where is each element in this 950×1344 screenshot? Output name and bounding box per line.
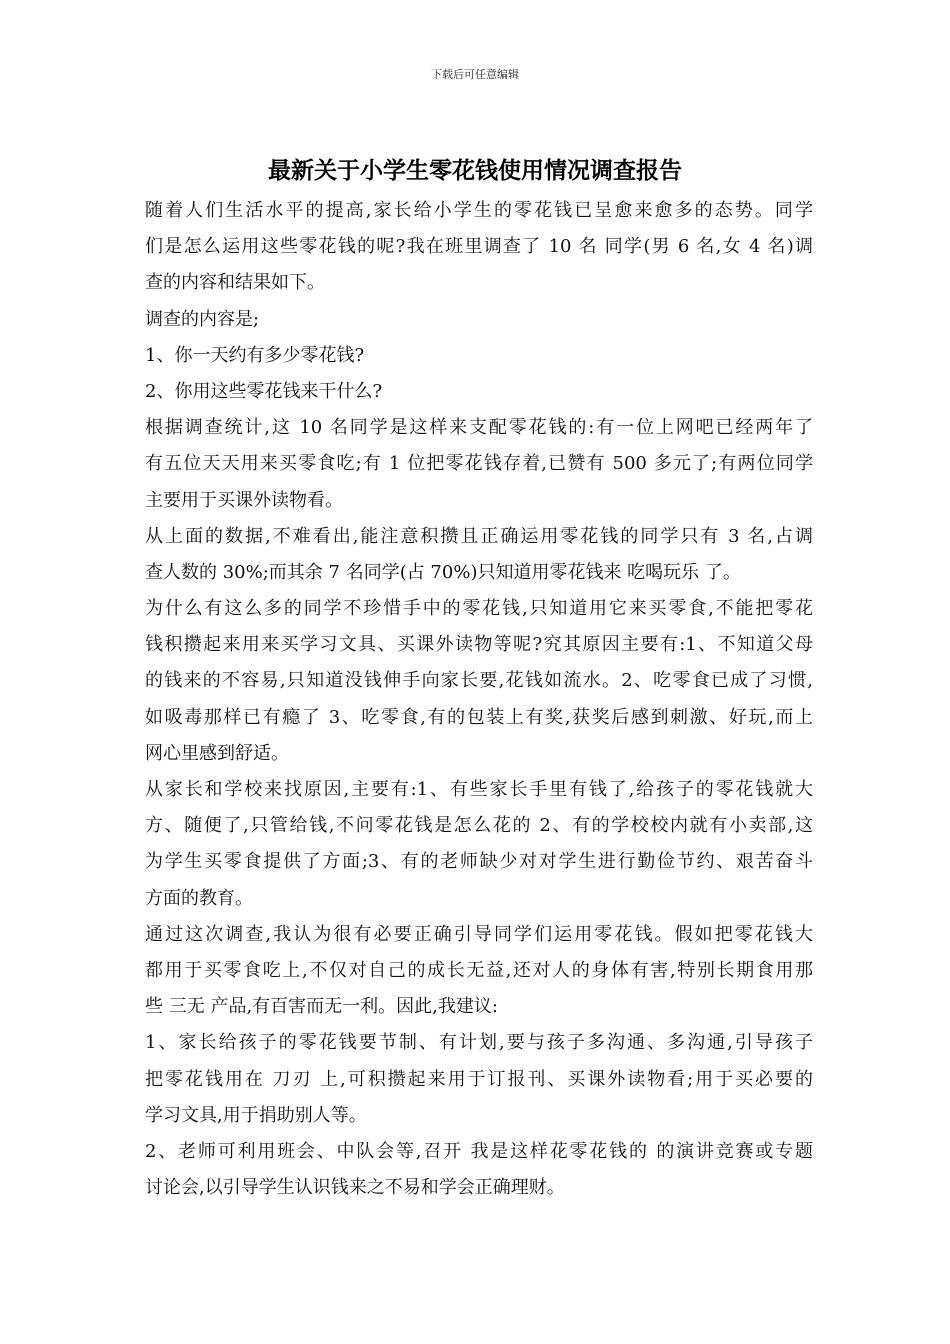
text-line: 网心里感到舒适。 [145,742,289,764]
text-line: 根据调查统计,这 10 名同学是这样来支配零花钱的:有一位上网吧已经两年了 [145,417,813,439]
text-line: 方、随便了,只管给钱,不问零花钱是怎么花的 2、有的学校校内就有小卖部,这 [145,815,813,837]
text-line: 讨论会,以引导学生认识钱来之不易和学会正确理财。 [145,1177,565,1199]
text-line: 都用于买零食吃上,不仅对自己的成长无益,还对人的身体有害,特别长期食用那 [145,959,813,981]
text-line: 调查的内容是; [145,308,260,330]
text-line: 查人数的 30%;而其余 7 名同学(占 70%)只知道用零花钱来 吃喝玩乐 了。 [145,561,741,583]
text-line: 如吸毒那样已有瘾了 3、吃零食,有的包装上有奖,获奖后感到刺激、好玩,而上 [145,706,813,728]
text-line: 主要用于买课外读物看。 [145,489,343,511]
document-body [145,193,813,1206]
text-line: 通过这次调查,我认为很有必要正确引导同学们运用零花钱。假如把零花钱大 [145,923,813,945]
text-line: 为学生买零食提供了方面;3、有的老师缺少对对学生进行勤俭节约、艰苦奋斗 [145,851,813,873]
text-line: 学习文具,用于捐助别人等。 [145,1104,367,1126]
text-line: 的钱来的不容易,只知道没钱伸手向家长要,花钱如流水。2、吃零食已成了习惯, [145,670,813,692]
text-line: 钱积攒起来用来买学习文具、买课外读物等呢?究其原因主要有:1、不知道父母 [145,634,813,656]
document-title: 最新关于小学生零花钱使用情况调查报告 [268,157,682,184]
text-line: 方面的教育。 [145,887,253,909]
text-line: 有五位天天用来买零食吃;有 1 位把零花钱存着,已赞有 500 多元了;有两位同学 [145,453,813,475]
text-line: 2、老师可利用班会、中队会等,召开 我是这样花零花钱的 的演讲竞赛或专题 [145,1140,813,1162]
text-line: 2、你用这些零花钱来干什么? [145,380,383,402]
text-line: 随着人们生活水平的提高,家长给小学生的零花钱已呈愈来愈多的态势。同学 [145,200,813,221]
text-line: 们是怎么运用这些零花钱的呢?我在班里调查了 10 名 同学(男 6 名,女 4 名)调 [145,236,813,258]
text-line: 从上面的数据,不难看出,能注意积攒且正确运用零花钱的同学只有 3 名,占调 [145,525,813,547]
text-line: 1、你一天约有多少零花钱? [145,344,365,366]
text-line: 把零花钱用在 刀刃 上,可积攒起来用于订报刊、买课外读物看;用于买必要的 [145,1068,813,1090]
text-line: 些 三无 产品,有百害而无一利。因此,我建议: [145,996,498,1018]
text-line: 为什么有这么多的同学不珍惜手中的零花钱,只知道用它来买零食,不能把零花 [145,598,813,620]
text-line: 1、家长给孩子的零花钱要节制、有计划,要与孩子多沟通、多沟通,引导孩子 [145,1032,813,1054]
header-note: 下载后可任意编辑 [431,68,519,81]
text-line: 查的内容和结果如下。 [145,272,325,294]
text-line: 从家长和学校来找原因,主要有:1、有些家长手里有钱了,给孩子的零花钱就大 [145,779,813,800]
